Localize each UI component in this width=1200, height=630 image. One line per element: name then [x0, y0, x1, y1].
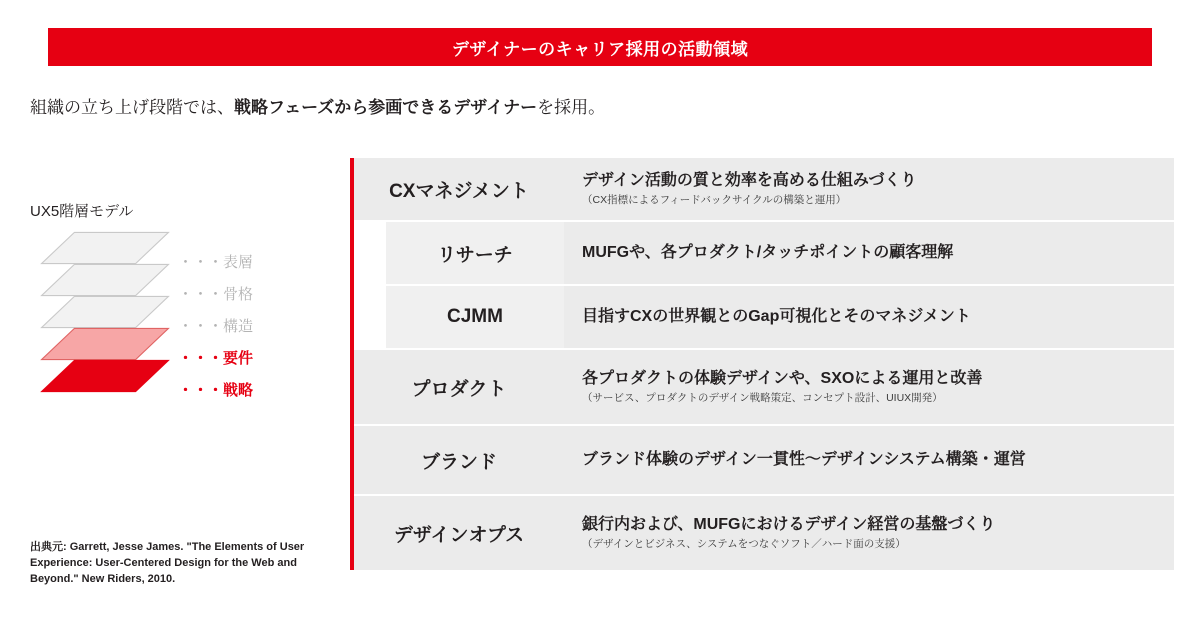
table-row-label: ブランド [354, 426, 564, 494]
parallelogram-icon [40, 231, 170, 265]
table-row-desc-sub: （デザインとビジネス、システムをつなぐソフト／ハード面の支援） [582, 538, 906, 551]
ux-layer-shape-4 [40, 359, 170, 393]
table-row-desc [564, 496, 1174, 570]
table-row [354, 496, 1174, 570]
ux-layer-label-1: ・・・骨格 [178, 286, 254, 303]
ux-model-section [30, 200, 330, 451]
table-row-label: デザインオプス [354, 496, 564, 570]
ux-layer-label-3: ・・・要件 [178, 350, 254, 367]
lead-emphasis: 戦略フェーズから参画できるデザイナー [234, 98, 538, 117]
table-row-desc [564, 158, 1174, 220]
table-row [354, 158, 1174, 222]
table-row-desc-sub: （CX指標によるフィードバックサイクルの構築と運用） [582, 194, 847, 207]
lead-suffix: を採用。 [537, 98, 606, 117]
parallelogram-icon [40, 327, 170, 361]
table-row-desc-main: MUFGや、各プロダクト/タッチポイントの顧客理解 [582, 244, 954, 262]
table-row-label: リサーチ [386, 222, 564, 284]
table-row-desc [564, 222, 1174, 284]
table-row-desc-main: 各プロダクトの体験デザインや、SXOによる運用と改善 [582, 369, 983, 387]
table-row-desc [564, 286, 1174, 348]
activity-area-table [350, 158, 1174, 570]
table-row-desc-main: デザイン活動の質と効率を高める仕組みづくり [582, 171, 917, 189]
ux-layer-shape-1 [40, 263, 170, 297]
parallelogram-icon [40, 263, 170, 297]
table-row-desc [564, 426, 1174, 494]
table-row-desc-main: ブランド体験のデザイン一貫性～デザインシステム構築・運営 [582, 451, 1026, 469]
page-title: デザイナーのキャリア採用の活動領域 [451, 39, 749, 59]
table-row-indent-spacer [354, 222, 386, 284]
table-row [354, 286, 1174, 350]
table-row [354, 222, 1174, 286]
ux-layer-shape-0 [40, 231, 170, 265]
ux-layer-label-4: ・・・戦略 [178, 382, 254, 399]
ux-layer-diagram [30, 231, 330, 451]
table-row-label: CJMM [386, 286, 564, 348]
table-row [354, 426, 1174, 496]
ux-layer-label-0: ・・・表層 [178, 254, 254, 271]
ux-layer-label-2: ・・・構造 [178, 318, 254, 335]
parallelogram-icon [40, 359, 170, 393]
table-row-desc-sub: （サービス、プロダクトのデザイン戦略策定、コンセプト設計、UIUX開発） [582, 392, 943, 405]
table-row-desc [564, 350, 1174, 424]
lead-prefix: 組織の立ち上げ段階では、 [30, 98, 234, 117]
table-row-desc-main: 目指すCXの世界観とのGap可視化とそのマネジメント [582, 308, 971, 326]
ux-layer-shape-2 [40, 295, 170, 329]
source-citation: 出典元: Garrett, Jesse James. "The Elements of User Experience: User-Centered Design for the Web and Beyond." New Riders, 2010. [30, 541, 305, 585]
table-row [354, 350, 1174, 426]
ux-layer-shape-3 [40, 327, 170, 361]
table-row-label: プロダクト [354, 350, 564, 424]
table-row-desc-main: 銀行内および、MUFGにおけるデザイン経営の基盤づくり [582, 515, 996, 533]
parallelogram-icon [40, 295, 170, 329]
page-title-banner [48, 28, 1152, 66]
lead-paragraph [30, 96, 605, 120]
ux-model-title: UX5階層モデル [30, 203, 134, 220]
table-row-label: CXマネジメント [354, 158, 564, 220]
table-row-indent-spacer [354, 286, 386, 348]
